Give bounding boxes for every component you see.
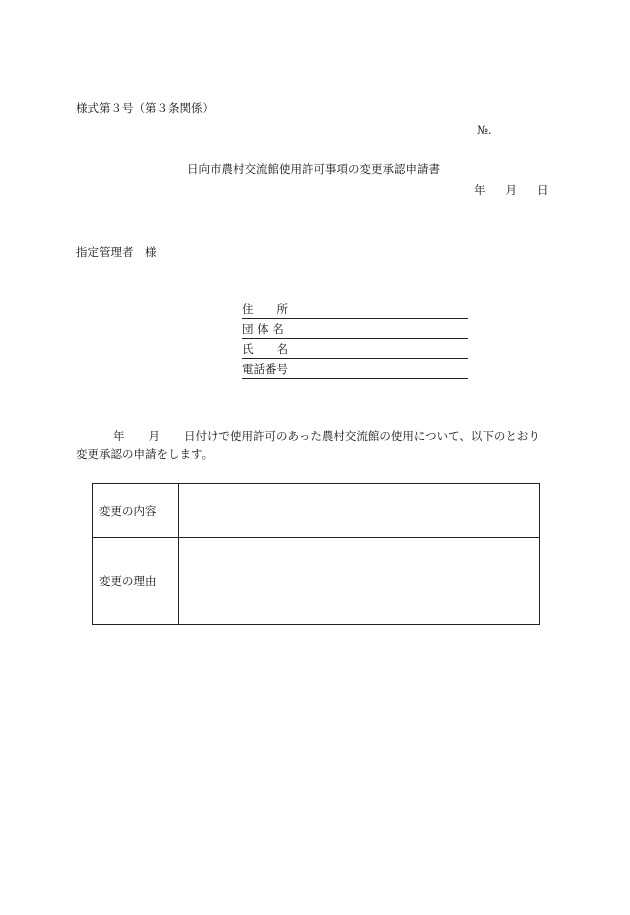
body-year: 年	[113, 429, 125, 443]
applicant-phone-label: 電話番号	[242, 362, 288, 376]
document-number: №.	[477, 123, 492, 137]
date-day: 日	[537, 183, 549, 197]
table-row	[93, 484, 540, 538]
applicant-group-field[interactable]	[242, 320, 468, 339]
body-text-line2: 変更承認の申請をします。	[76, 447, 214, 461]
applicant-phone-field[interactable]	[242, 360, 468, 379]
change-content-cell[interactable]	[179, 484, 540, 538]
document-title: 日向市農村交流館使用許可事項の変更承認申請書	[187, 162, 440, 176]
applicant-name-field[interactable]	[242, 340, 468, 359]
applicant-address-field[interactable]	[242, 300, 468, 319]
form-number: 様式第３号（第３条関係）	[76, 101, 214, 115]
change-reason-cell[interactable]	[179, 538, 540, 625]
body-line1-rest: 日付けで使用許可のあった農村交流館の使用について、以下のとおり	[184, 429, 540, 443]
addressee: 指定管理者 様	[76, 245, 157, 259]
applicant-group-label: 団 体 名	[242, 322, 284, 336]
body-text-line1	[76, 428, 540, 444]
change-reason-label: 変更の理由	[93, 538, 179, 625]
change-table	[92, 483, 540, 625]
date-month: 月	[505, 183, 517, 197]
applicant-name-label: 氏 名	[242, 342, 288, 356]
table-row	[93, 538, 540, 625]
applicant-address-label: 住 所	[242, 302, 288, 316]
body-month: 月	[148, 429, 160, 443]
date-year: 年	[474, 183, 486, 197]
date-line	[474, 182, 549, 198]
change-content-label: 変更の内容	[93, 484, 179, 538]
